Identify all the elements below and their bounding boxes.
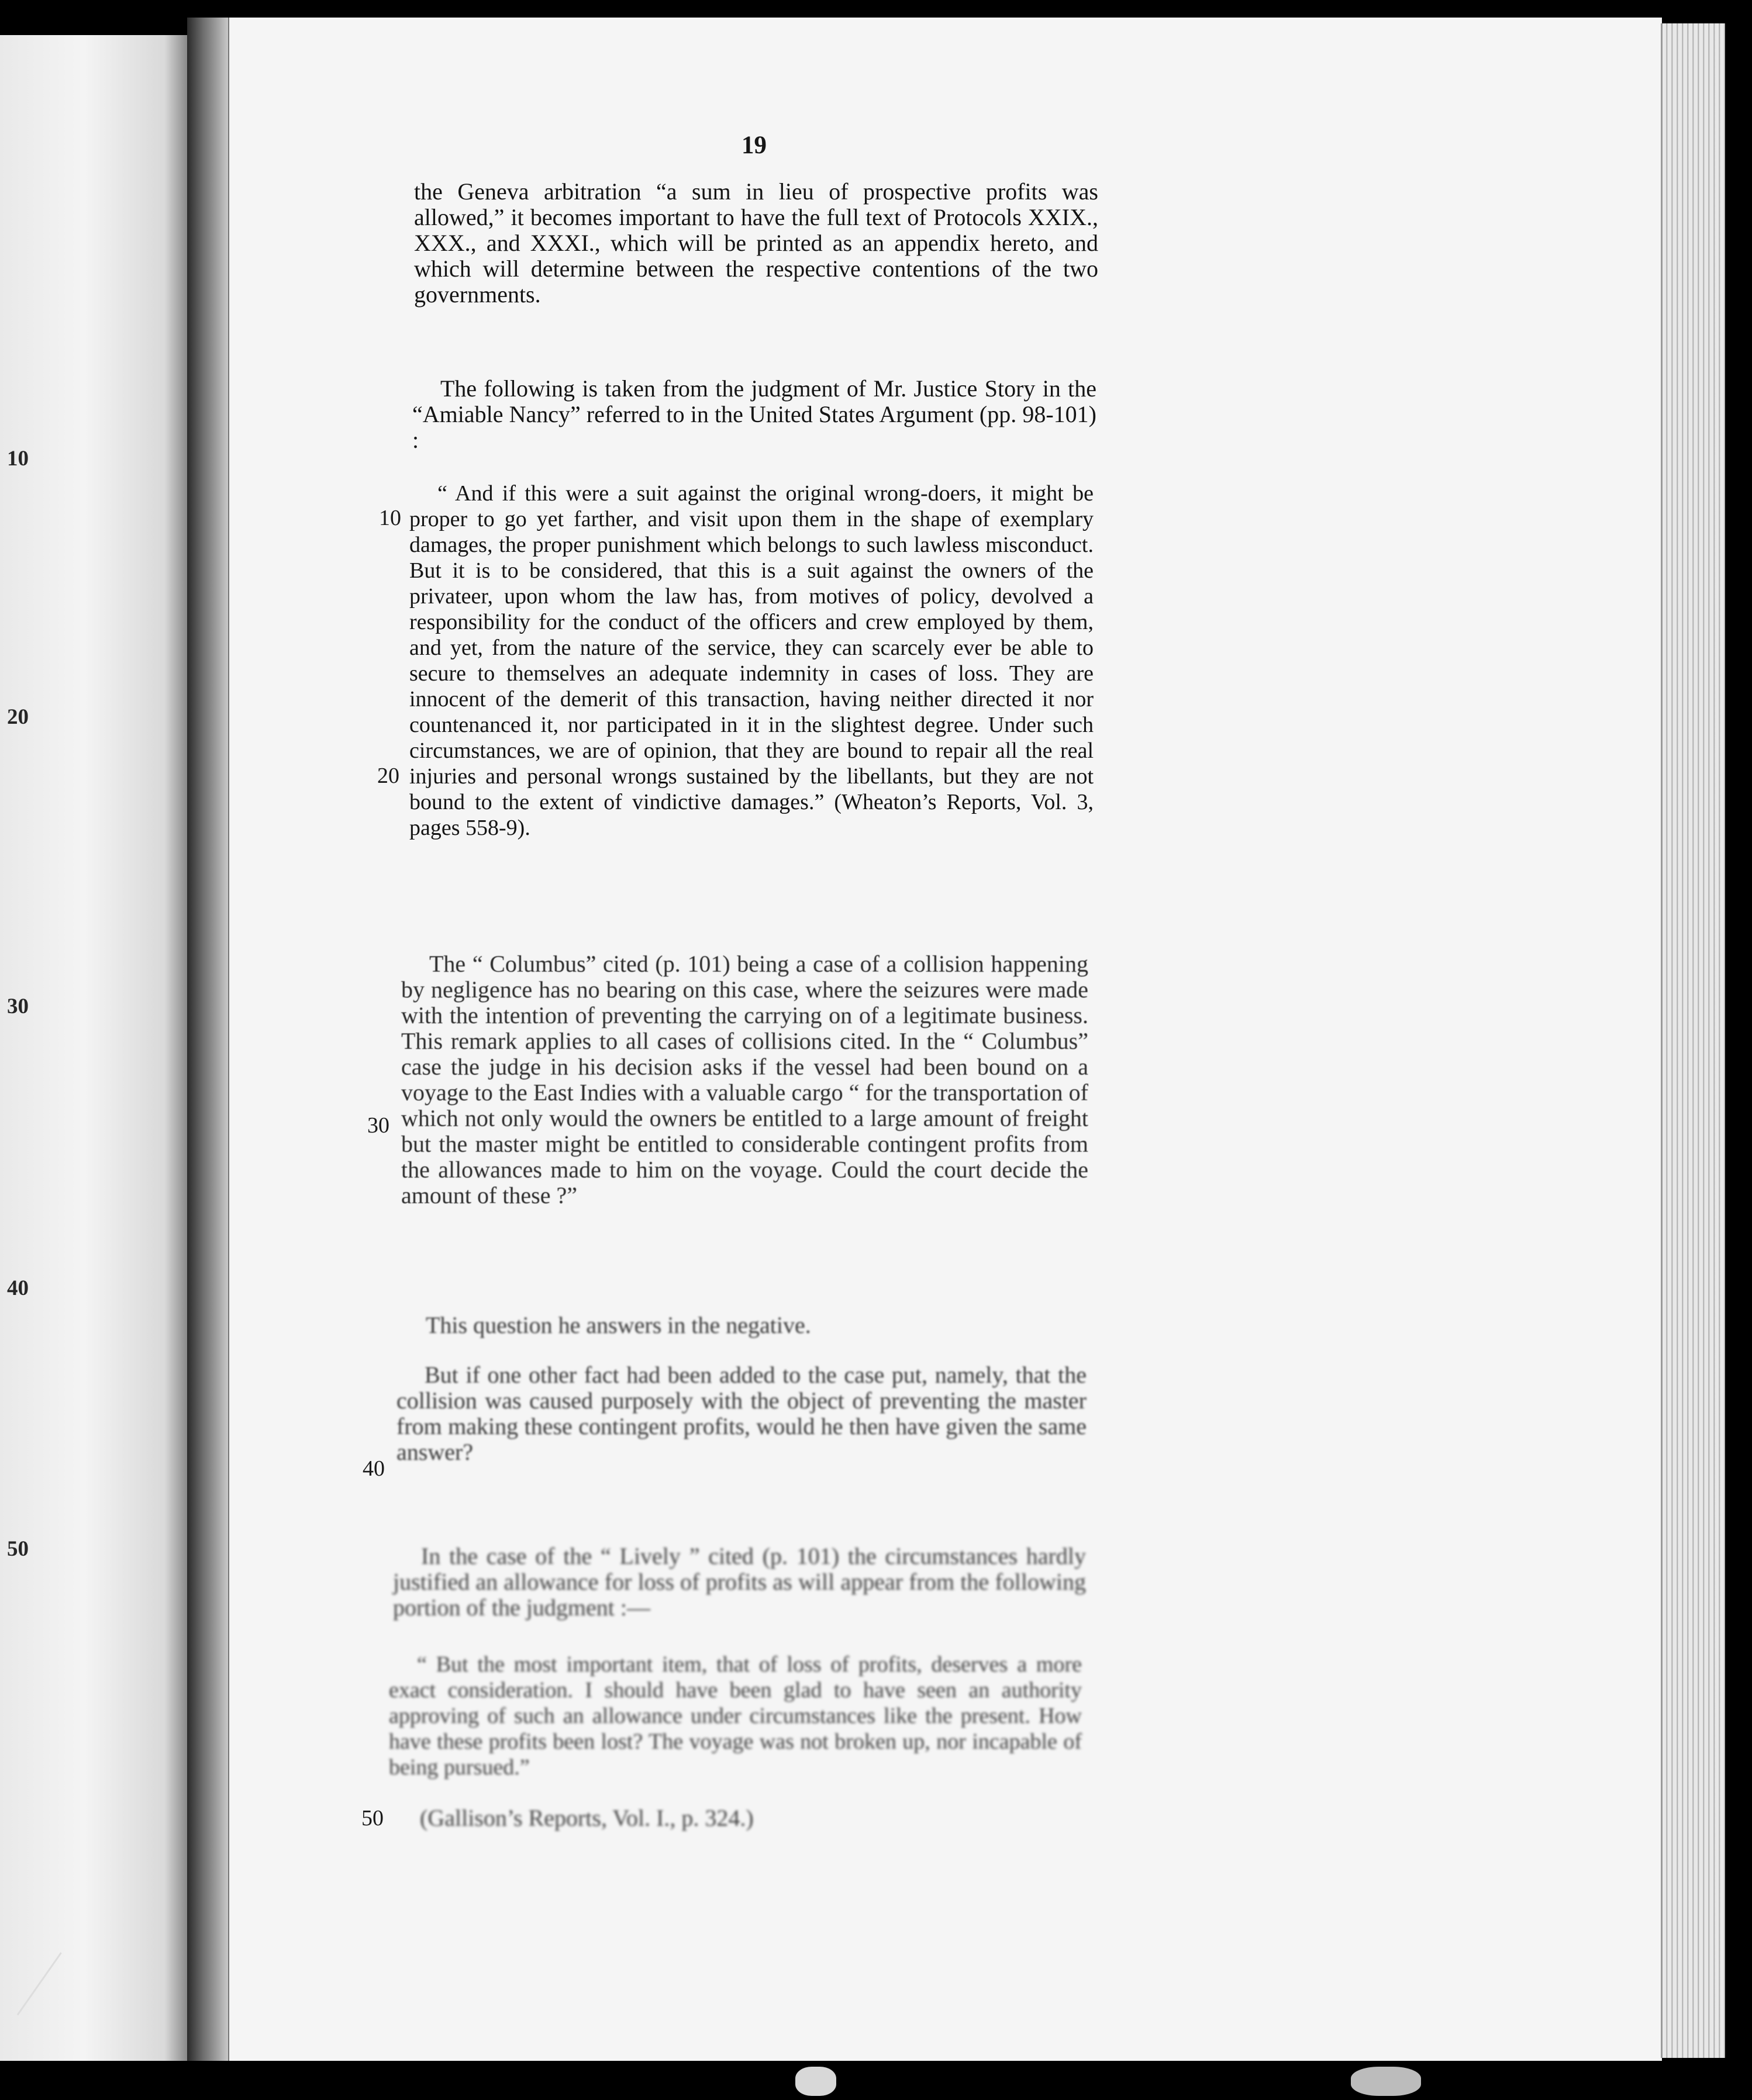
line-number: 20 xyxy=(377,764,399,788)
left-margin-number: 20 xyxy=(7,705,29,729)
citation-gallison: (Gallison’s Reports, Vol. I., p. 324.) xyxy=(420,1805,754,1831)
paragraph-question: This question he answers in the negative. xyxy=(426,1312,811,1338)
binding-gutter xyxy=(187,18,228,2100)
paragraph-but-if: But if one other fact had been added to the case put, namely, that the collision was caused purposely with the object of preventing the master from making these contingent profits, would he then have given the same answer? xyxy=(396,1362,1087,1465)
scan-artifact xyxy=(1351,2067,1421,2096)
facing-page-left xyxy=(0,35,187,2100)
page-number: 19 xyxy=(742,132,767,159)
line-number: 30 xyxy=(367,1113,389,1138)
left-margin-number: 50 xyxy=(7,1537,29,1561)
paragraph-intro-amiable-nancy: The following is taken from the judgment of Mr. Justice Story in the “Amiable Nancy” referred to in the United States Argument (pp. 98-101) : xyxy=(412,375,1096,453)
left-margin-number: 30 xyxy=(7,994,29,1018)
scan-artifact xyxy=(795,2067,836,2096)
page-edges xyxy=(1661,23,1727,2058)
left-margin-number: 10 xyxy=(7,447,29,471)
quote-lively: “ But the most important item, that of loss of profits, deserves a more exact consideration. I should have been glad to have seen an authority approving of such an allowance under circumstances like the present. How have these profits been lost? The voyage was not broken up, nor incapable of being pursued.” xyxy=(389,1652,1082,1780)
paragraph-geneva: the Geneva arbitration “a sum in lieu of prospective profits was allowed,” it becomes important to have the full text of Protocols XXIX., XXX., and XXXI., which will be printed as an appendix hereto, and which will determine between the respective contentions of the two governments. xyxy=(414,178,1098,308)
line-number: 40 xyxy=(363,1456,385,1481)
scan-border-bottom xyxy=(0,2061,1752,2100)
scan-border-right xyxy=(1725,0,1752,2100)
quote-amiable-nancy: “ And if this were a suit against the original wrong-doers, it might be proper to go yet farther, and visit upon them in the shape of exemplary damages, the proper punishment which belongs to such lawless misconduct. But it is to be considered, that this is a suit against the owners of the privateer, upon whom the law has, from motives of policy, devolved a responsibility for the conduct of the officers and crew employed by them, and yet, from the nature of the service, they can scarcely ever be able to secure to themselves an adequate indemnity in cases of loss. They are innocent of the demerit of this transaction, having neither directed it nor countenanced it, nor participated in it in the slightest degree. Under such circumstances, we are of opinion, that they are bound to repair all the real injuries and personal wrongs sustained by the libellants, but they are not bound to the extent of vindictive damages.” (Wheaton’s Reports, Vol. 3, pages 558-9). xyxy=(409,481,1094,840)
line-number: 50 xyxy=(361,1806,384,1830)
paragraph-columbus: The “ Columbus” cited (p. 101) being a case of a collision happening by negligence has no bearing on this case, where the seizures were made with the intention of preventing the carrying on of a legitimate business. This remark applies to all cases of collisions cited. In the “ Columbus” case the judge in his decision asks if the vessel had been bound on a voyage to the East Indies with a valuable cargo “ for the transportation of which not only would the owners be entitled to a large amount of freight but the master might be entitled to considerable contingent profits from the allowances made to him on the voyage. Could the court decide the amount of these ?” xyxy=(401,951,1088,1208)
paragraph-lively: In the case of the “ Lively ” cited (p. 101) the circumstances hardly justified an allowance for loss of profits as will appear from the following portion of the judgment :— xyxy=(393,1543,1086,1621)
left-margin-number: 40 xyxy=(7,1276,29,1300)
line-number: 10 xyxy=(379,506,401,530)
